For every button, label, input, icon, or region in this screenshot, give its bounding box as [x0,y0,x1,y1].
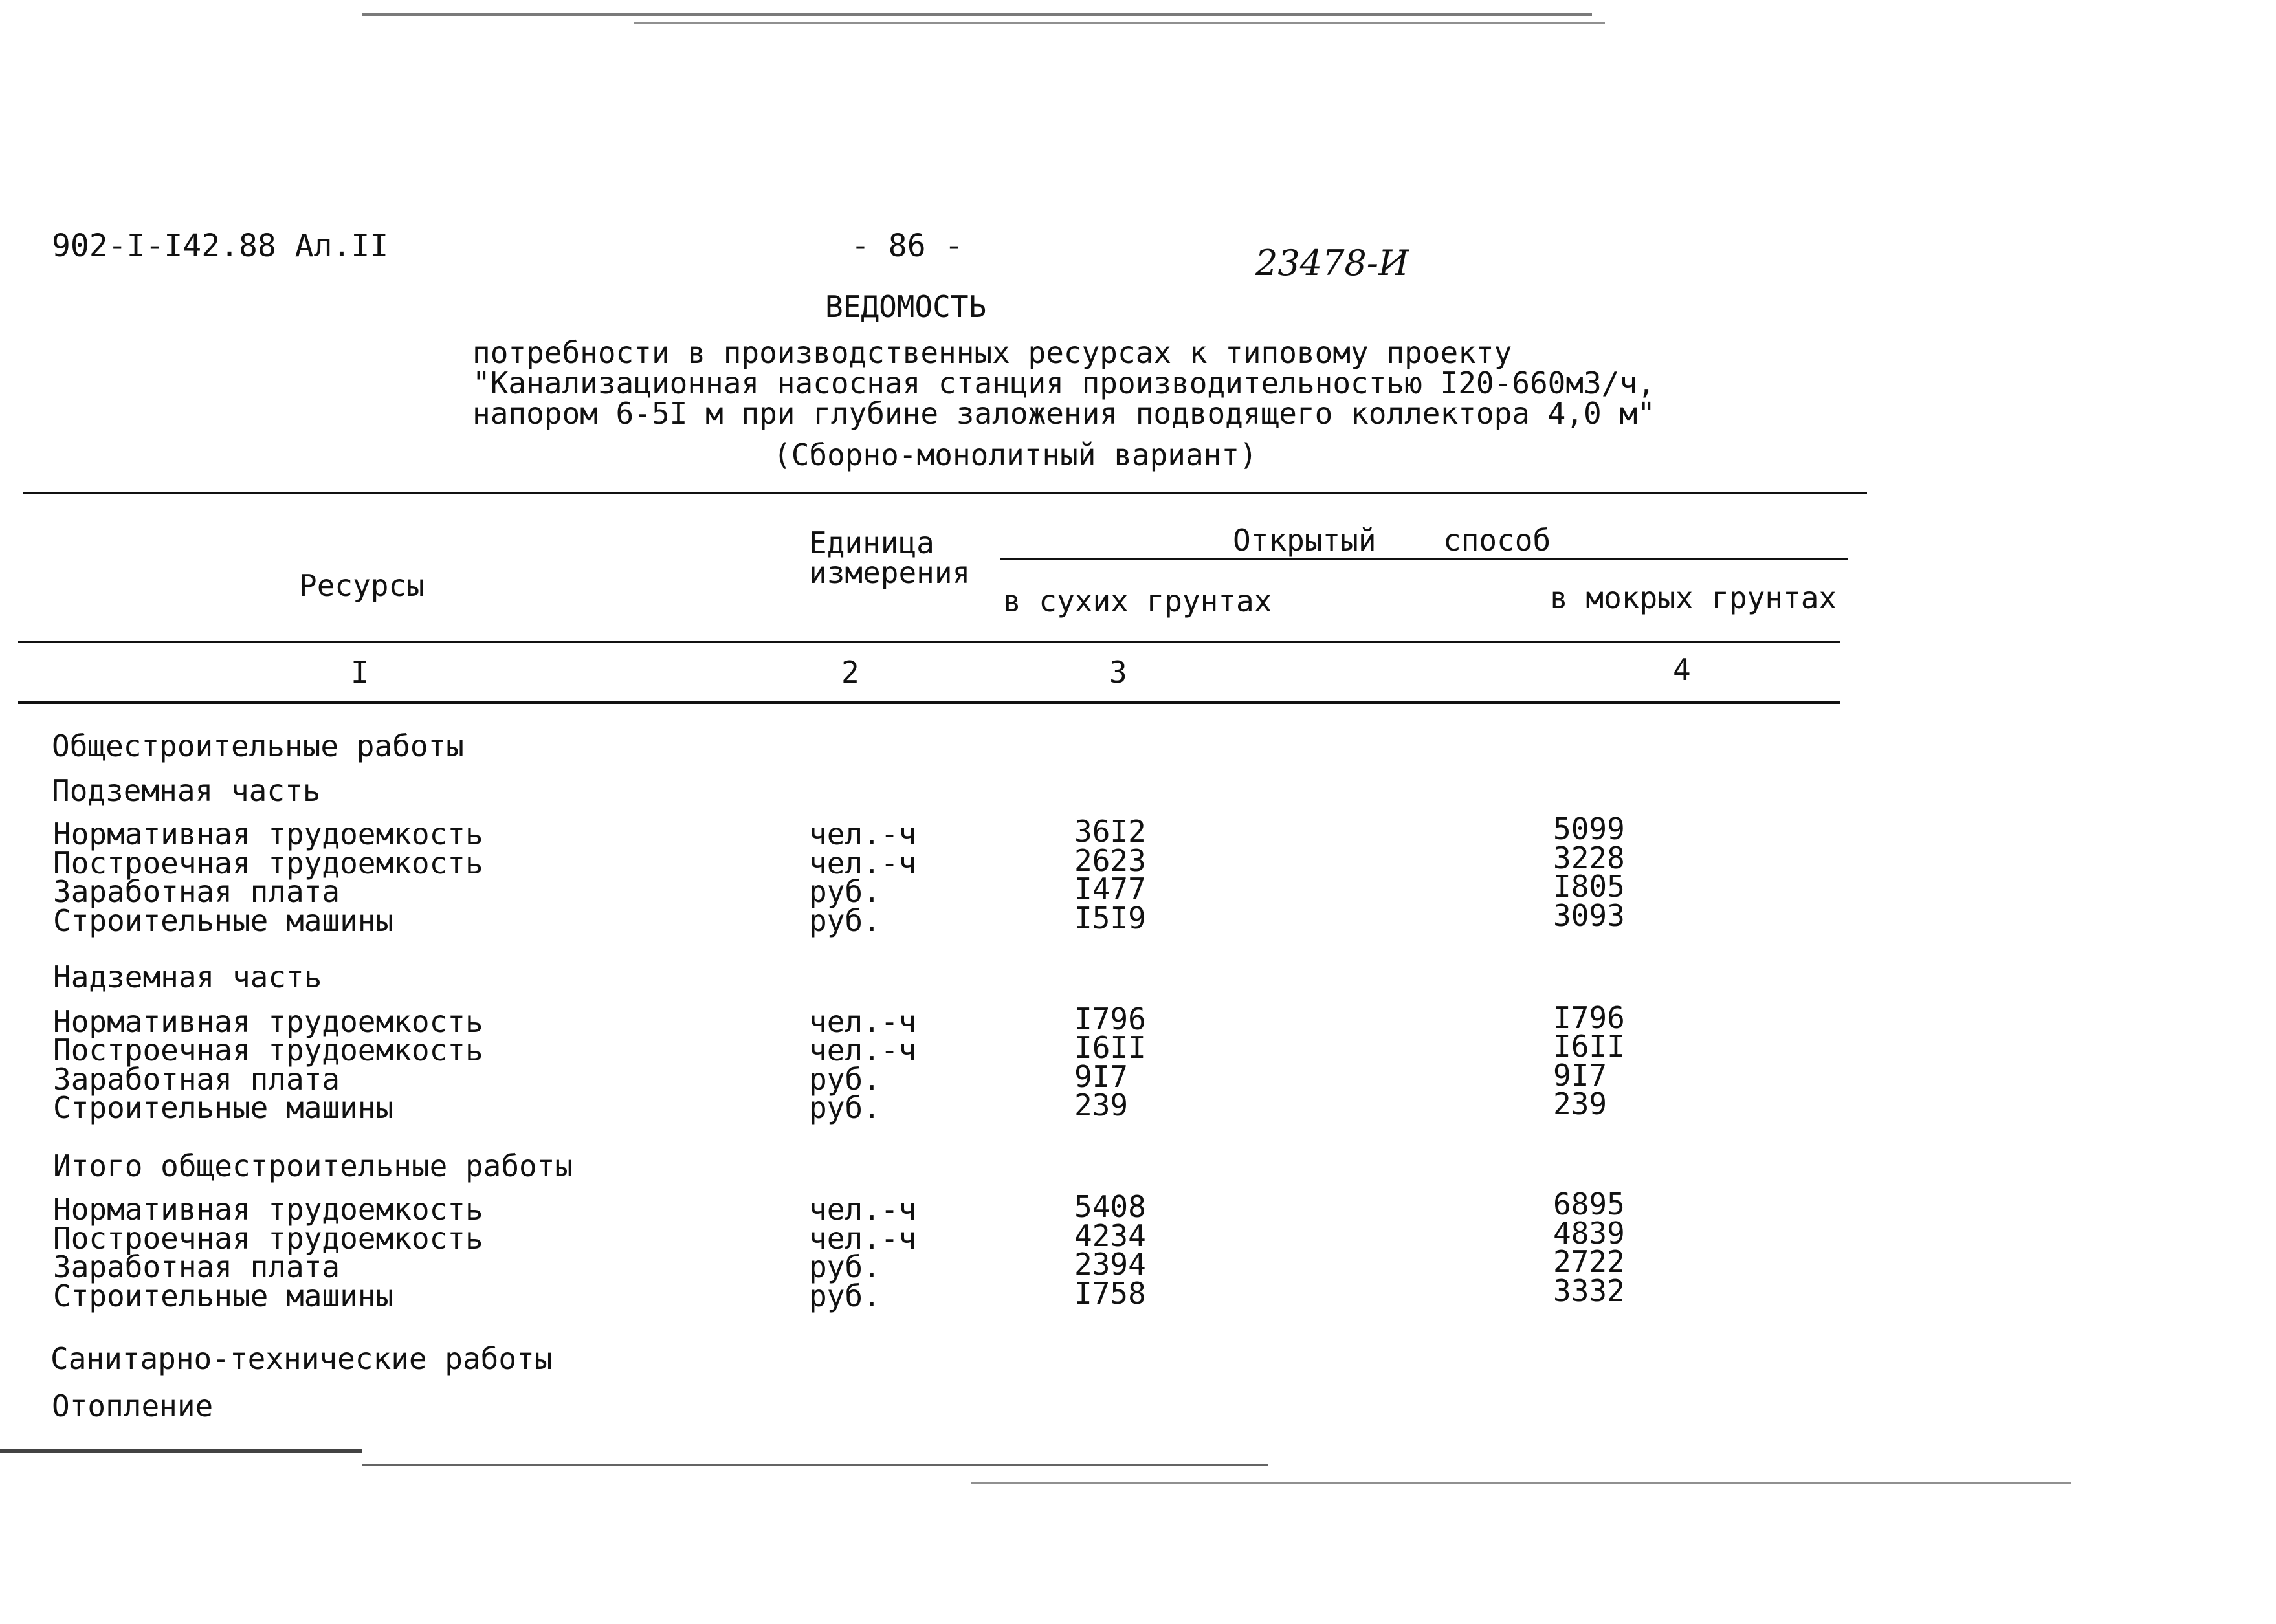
row-unit: чел.-ч [809,817,917,851]
row-unit: руб. [809,1090,881,1125]
row-unit: руб. [809,1249,881,1284]
row-unit: чел.-ч [809,1004,917,1039]
row-value-dry: 36I2 [1074,814,1146,849]
row-name: Нормативная трудоемкость [53,817,483,851]
title-line-2: "Канализационная насосная станция производительностью I20-660м3/ч, [472,366,1655,401]
row-name: Заработная плата [53,1062,340,1097]
column-number-rule [18,701,1840,704]
row-value-wet: 3332 [1553,1273,1625,1308]
document-code: 902-I-I42.88 Ал.II [52,228,389,264]
row-unit: чел.-ч [809,846,917,881]
row-value-wet: I6II [1553,1029,1625,1064]
row-value-wet: I796 [1553,1000,1625,1035]
row-value-dry: 239 [1074,1088,1129,1123]
row-value-wet: 3228 [1553,840,1625,875]
subsection-title: Надземная часть [53,960,322,994]
row-value-dry: 2623 [1074,843,1146,878]
subsection-title: Подземная часть [52,773,321,808]
row-value-dry: 9I7 [1074,1059,1129,1094]
row-value-dry: I796 [1074,1002,1146,1037]
column-header-dry-soil: в сухих грунтах [1003,584,1272,619]
row-name: Построечная трудоемкость [53,846,483,881]
scan-edge-bottom3 [971,1482,2071,1484]
column-number-3: 3 [1109,655,1127,690]
subsection-title: Итого общестроительные работы [53,1148,573,1183]
page-number: - 86 - [851,228,964,264]
column-number-1: I [351,655,369,690]
column-number-2: 2 [841,655,859,690]
scan-edge-bottom2 [362,1464,1268,1466]
row-unit: руб. [809,903,881,938]
row-value-wet: 2722 [1553,1244,1625,1279]
section-title: Общестроительные работы [52,729,464,763]
table-top-rule [23,492,1867,494]
row-value-dry: 5408 [1074,1189,1146,1224]
scan-edge-top [362,13,1592,16]
row-name: Построечная трудоемкость [53,1033,483,1068]
row-value-dry: 4234 [1074,1218,1146,1253]
row-name: Построечная трудоемкость [53,1221,483,1256]
row-name: Строительные машины [53,1278,394,1313]
header-bottom-rule [18,641,1840,643]
row-unit: руб. [809,1062,881,1097]
row-unit: чел.-ч [809,1221,917,1256]
column-header-method-way: способ [1443,523,1551,558]
row-unit: руб. [809,1278,881,1313]
row-value-dry: I6II [1074,1030,1146,1065]
scan-edge-top2 [634,22,1605,24]
row-value-wet: I805 [1553,869,1625,904]
row-value-dry: 2394 [1074,1247,1146,1282]
row-value-wet: 6895 [1553,1187,1625,1222]
row-value-dry: I5I9 [1074,901,1146,936]
row-name: Строительные машины [53,1090,394,1125]
footer-section-title: Санитарно-технические работы [50,1341,553,1376]
document-heading: ВЕДОМОСТЬ [825,289,987,324]
row-value-dry: I758 [1074,1276,1146,1311]
row-unit: чел.-ч [809,1033,917,1068]
row-unit: руб. [809,874,881,909]
title-line-1: потребности в производственных ресурсах к типовому проекту [472,335,1512,370]
row-value-wet: 5099 [1553,811,1625,846]
row-name: Нормативная трудоемкость [53,1004,483,1039]
row-unit: чел.-ч [809,1192,917,1227]
row-value-wet: 9I7 [1553,1058,1608,1093]
footer-subsection-title: Отопление [52,1388,214,1423]
column-header-unit-line1: Единица [809,525,934,560]
variant-label: (Сборно-монолитный вариант) [773,437,1257,472]
method-underline [1000,558,1848,560]
column-header-unit-line2: измерения [809,555,971,590]
column-header-wet-soil: в мокрых грунтах [1550,580,1837,615]
row-value-wet: 4839 [1553,1216,1625,1251]
column-header-resources: Ресурсы [299,568,425,603]
handwritten-number: 23478-И [1255,243,1409,283]
title-line-3: напором 6-5I м при глубине заложения подводящего коллектора 4,0 м" [472,396,1655,431]
row-value-wet: 3093 [1553,898,1625,933]
column-header-method-open: Открытый [1233,523,1376,558]
row-value-wet: 239 [1553,1086,1608,1121]
row-value-dry: I477 [1074,872,1146,906]
row-name: Строительные машины [53,903,394,938]
row-name: Заработная плата [53,874,340,909]
column-number-4: 4 [1673,652,1691,687]
scan-edge-bottom [0,1449,362,1453]
row-name: Нормативная трудоемкость [53,1192,483,1227]
row-name: Заработная плата [53,1249,340,1284]
